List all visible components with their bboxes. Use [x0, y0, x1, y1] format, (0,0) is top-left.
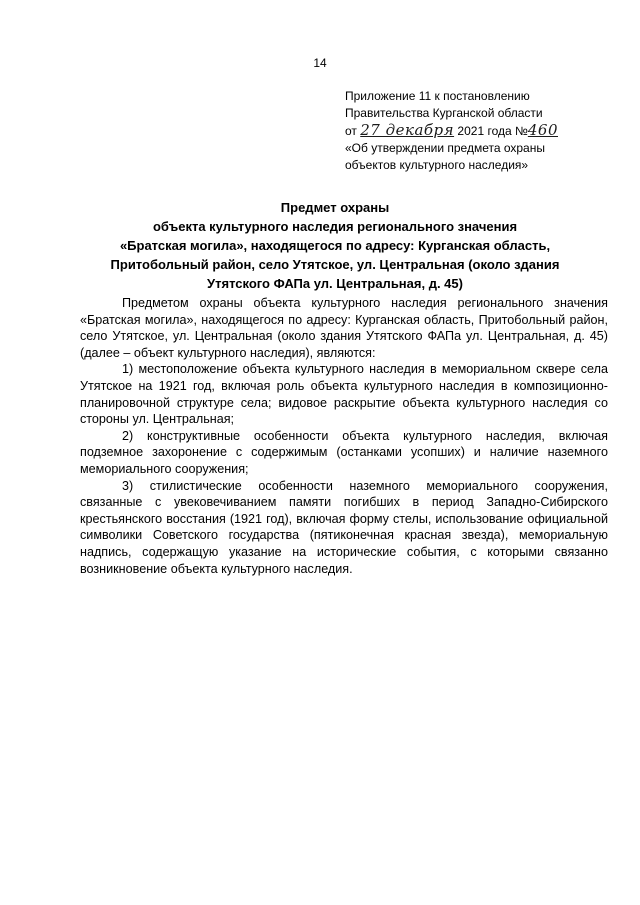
document-body — [80, 295, 608, 577]
document-title — [95, 198, 575, 293]
appendix-line-4: «Об утверждении предмета охраны — [345, 141, 545, 155]
date-year: 2021 года № — [457, 124, 528, 138]
title-line-3: «Братская могила», находящегося по адресу: Курганская область, — [119, 238, 551, 253]
appendix-line-2: Правительства Курганской области — [345, 106, 543, 120]
handwritten-number: 460 — [527, 121, 558, 139]
appendix-header — [345, 88, 615, 174]
title-line-2: объекта культурного наследия регионального значения — [152, 219, 518, 234]
body-item-1: 1) местоположение объекта культурного наследия в мемориальном сквере села Утятское на 1921 год, включая роль объекта культурного наследия в композиционно-планировочной структуре села; видовое раскрытие объекта культурного наследия со стороны ул. Центральная; — [80, 362, 608, 427]
title-line-1: Предмет охраны — [280, 200, 390, 215]
title-line-4: Притобольный район, село Утятское, ул. Центральная (около здания — [110, 257, 560, 272]
handwritten-date: 27 декабря — [360, 121, 455, 139]
body-item-3: 3) стилистические особенности наземного мемориального сооружения, связанные с увековечиванием памяти погибших в период Западно-Сибирского крестьянского восстания (1921 год), включая форму стелы, использование официальной символики Советского государства (пятиконечная красная звезда), мемориальную надпись, содержащую указание на исторические события, с которыми связанно возникновение объекта культурного наследия. — [80, 478, 608, 576]
page-number: 14 — [313, 56, 327, 70]
appendix-line-1: Приложение 11 к постановлению — [345, 89, 530, 103]
appendix-line-5: объектов культурного наследия» — [345, 158, 529, 172]
title-line-5: Утятского ФАПа ул. Центральная, д. 45) — [207, 276, 463, 291]
body-intro: Предметом охраны объекта культурного наследия регионального значения «Братская могила», находящегося по адресу: Курганская область, Притобольный район, село Утятское, ул. Центральная (около здания Утятского ФАПа ул. Центральная, д. 45) (далее – объект культурного наследия), являются: — [80, 296, 608, 360]
body-item-2: 2) конструктивные особенности объекта культурного наследия, включая подземное захоронение с содержимым (останками усопших) и наличие наземного мемориального сооружения; — [80, 428, 608, 476]
date-prefix: от — [345, 124, 357, 138]
appendix-date-line — [345, 122, 615, 140]
